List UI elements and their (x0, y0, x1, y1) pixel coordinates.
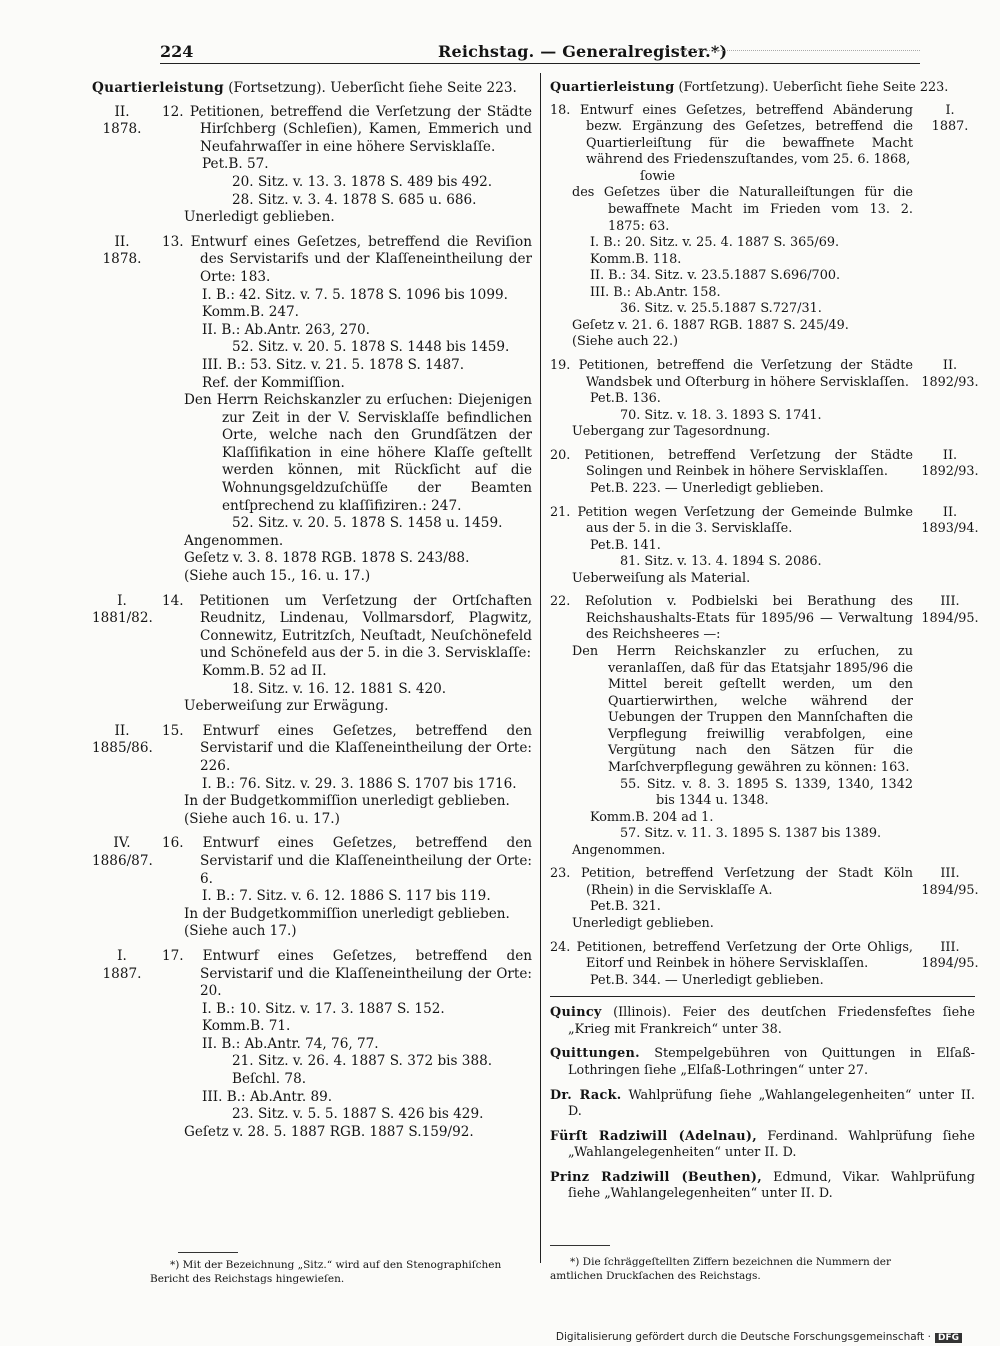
entry-line: Den Herrn Reichskanzler zu erſuchen: Diejenigen zur Zeit in der V. Servisklaſſe befindlichen Orte, welche nach den Grundſätzen der Klaſſifikation in eine höhere Klaſſe geſtellt werden können, mit Rückſicht auf die Wohnungsgeldzuſchüſſe der Beamten entſprechend zu klaſſifiziren.: 247. (184, 392, 532, 514)
register-entry (550, 939, 979, 990)
entry-line: II. B.: Ab.Antr. 263, 270. (202, 321, 370, 338)
entry-line: In der Budgetkommiſſion unerledigt geblieben. (184, 905, 510, 922)
page-number: 224 (160, 42, 194, 61)
session-line: 1887. (931, 119, 969, 135)
session-label (913, 594, 987, 627)
right-intro (550, 80, 975, 97)
entry-line: II. B.: 34. Sitz. v. 23.5.1887 S.696/700. (590, 268, 841, 284)
session-line: 1892/93. (921, 464, 979, 480)
entry-line: I. B.: 20. Sitz. v. 25. 4. 1887 S. 365/69. (590, 235, 840, 251)
entry-line: 52. Sitz. v. 20. 5. 1878 S. 1458 u. 1459. (232, 515, 503, 532)
entry-body (162, 234, 532, 586)
entry-body (550, 940, 913, 990)
keyword-entry (550, 1088, 975, 1121)
header-dots (680, 50, 920, 51)
entry-line: Pet.B. 344. — Unerledigt geblieben. (590, 972, 824, 988)
session-line: 1892/93. (921, 374, 979, 390)
entry-line: Komm.B. 247. (202, 304, 299, 321)
entry-heading: 14. Petitionen um Verſetzung der Ortſchaften Reudnitz, Lindenau, Vollmarsdorf, Plagwitz, Connewitz, Eutritzſch, Neuſtadt, Neuſchönefeld und Schönefeld aus der 5. in die 3. Servisklaſſe: (162, 592, 532, 662)
entry-line: Ref. der Kommiſſion. (202, 374, 345, 391)
entry-body (162, 723, 532, 829)
register-entry (92, 723, 532, 829)
entry-heading: 20. Petitionen, betreffend Verſetzung der Städte Solingen und Reinbek in höhere Servisklaſſen. (550, 447, 913, 480)
entry-heading: 13. Entwurf eines Geſetzes, betreffend die Reviſion des Servistarifs und der Klaſſeneintheilung der Orte: 183. (162, 233, 532, 285)
entry-heading: 17. Entwurf eines Geſetzes, betreffend den Servistarif und die Klaſſeneintheilung der Orte: 20. (162, 947, 532, 1000)
entry-line: Geſetz v. 28. 5. 1887 RGB. 1887 S.159/92. (184, 1123, 474, 1140)
entry-line: Uebergang zur Tagesordnung. (572, 424, 771, 440)
entry-line: 21. Sitz. v. 26. 4. 1887 S. 372 bis 388. (232, 1053, 493, 1070)
session-line: 1878. (102, 121, 142, 138)
entry-line: 52. Sitz. v. 20. 5. 1878 S. 1448 bis 1459. (232, 339, 510, 356)
session-label (92, 593, 152, 628)
entry-line: 70. Sitz. v. 18. 3. 1893 S. 1741. (620, 407, 822, 423)
session-line: 1887. (102, 965, 142, 982)
session-line: 1881/82. (92, 610, 153, 627)
entry-line: Pet.B. 321. (590, 899, 661, 915)
entry-body (162, 104, 532, 227)
register-entry (92, 234, 532, 586)
entry-heading: 12. Petitionen, betreffend die Verſetzung der Städte Hirſchberg (Schleſien), Kamen, Emmerich und Neufahrwaſſer in eine höhere Servisklaſſe. (162, 103, 532, 155)
session-line: 1885/86. (92, 740, 153, 757)
session-label (913, 103, 987, 136)
entry-line: Geſetz v. 3. 8. 1878 RGB. 1878 S. 243/88. (184, 550, 470, 567)
entry-line: Pet.B. 136. (590, 391, 661, 407)
entry-line: Den Herrn Reichskanzler zu erſuchen, zu veranlaſſen, daß für das Etatsjahr 1895/96 die Mittel bereit geſtellt werden, um den Quartierwirthen, welche während der Uebungen der Truppen den Mannſchaften die Verpflegung freiwillig verabfolgen, eine Vergütung nach den Sätzen für die Marſchverpflegung gewähren zu können: 163. (572, 644, 913, 775)
entry-line: Pet.B. 57. (202, 156, 269, 173)
entry-line: I. B.: 10. Sitz. v. 17. 3. 1887 S. 152. (202, 1000, 445, 1017)
entry-line: III. B.: 53. Sitz. v. 21. 5. 1878 S. 1487. (202, 356, 465, 373)
entry-line: III. B.: Ab.Antr. 89. (202, 1088, 333, 1105)
register-entry (92, 948, 532, 1142)
session-line: IV. (113, 835, 131, 852)
entry-line: Pet.B. 141. (590, 537, 661, 553)
footnote-rule-left (178, 1252, 238, 1253)
session-line: II. (942, 447, 958, 463)
entry-body (162, 835, 532, 941)
entry-line: Komm.B. 71. (202, 1018, 291, 1035)
session-label (913, 358, 987, 391)
keyword: Quincy (550, 1005, 602, 1021)
entry-line: Pet.B. 223. — Unerledigt geblieben. (590, 480, 824, 496)
entry-line: (Siehe auch 17.) (184, 923, 297, 940)
session-label (913, 866, 987, 899)
running-header (160, 36, 920, 64)
entry-body (550, 505, 913, 588)
entry-line: Angenommen. (184, 532, 284, 549)
session-label (92, 723, 152, 758)
session-line: II. (942, 504, 958, 520)
register-entry (550, 103, 975, 351)
column-divider (540, 73, 541, 1263)
entry-line: Ueberweiſung zur Erwägung. (184, 698, 389, 715)
keyword-text: (Illinois). Feier des deutſchen Friedensfeſtes ſiehe „Krieg mit Frankreich“ unter 38. (568, 1005, 975, 1037)
entry-body (550, 103, 913, 351)
entry-line: In der Budgetkommiſſion unerledigt geblieben. (184, 793, 510, 810)
register-entry (550, 447, 979, 498)
entry-line: 18. Sitz. v. 16. 12. 1881 S. 420. (232, 680, 447, 697)
session-line: III. (940, 866, 960, 882)
entry-body (550, 448, 913, 498)
intro-text: (Fortſetzung). Ueberſicht ſiehe Seite 223. (674, 80, 949, 95)
keyword: Fürſt Radziwill (Adelnau), (550, 1128, 757, 1144)
session-line: III. (940, 939, 960, 955)
intro-keyword: Quartierleistung (92, 80, 224, 96)
keyword-entry (550, 1046, 975, 1079)
entry-line: ſowie (640, 168, 676, 184)
session-line: 1878. (102, 251, 142, 268)
entry-line: III. B.: Ab.Antr. 158. (590, 284, 721, 300)
footnote-left: *) Mit der Bezeichnung „Sitz.“ wird auf den Stenographiſchen Bericht des Reichstags hingewieſen. (150, 1259, 502, 1285)
entry-line: Komm.B. 118. (590, 251, 682, 267)
entry-line: 20. Sitz. v. 13. 3. 1878 S. 489 bis 492. (232, 173, 493, 190)
keyword-text: Wahlprüfung ſiehe „Wahlangelegenheiten“ unter II. D. (568, 1087, 975, 1120)
session-line: I. (117, 592, 127, 609)
register-entry (92, 835, 532, 941)
entry-body (550, 866, 913, 932)
entry-line: II. B.: Ab.Antr. 74, 76, 77. (202, 1035, 379, 1052)
entry-line: 36. Sitz. v. 25.5.1887 S.727/31. (620, 301, 822, 317)
register-entry (92, 593, 532, 716)
keyword-text: Edmund, Vikar. Wahlprüfung ſiehe „Wahlangelegenheiten“ unter II. D. (568, 1169, 975, 1202)
entry-line: (Siehe auch 16. u. 17.) (184, 810, 340, 827)
keyword: Prinz Radziwill (Beuthen), (550, 1169, 762, 1185)
entry-line: Ueberweiſung als Material. (572, 570, 751, 586)
entry-line: 57. Sitz. v. 11. 3. 1895 S. 1387 bis 1389. (620, 826, 882, 842)
session-label (913, 505, 987, 538)
entry-heading: 18. Entwurf eines Geſetzes, betreffend Abänderung bezw. Ergänzung des Geſetzes, betreffend die Quartierleiſtung für die bewaffnete Macht während des Friedenszuſtandes, vom 25. 6. 1868, (550, 102, 913, 168)
session-line: 1894/95. (921, 882, 979, 898)
dfg-logo: DFG (935, 1333, 962, 1343)
header-rule (160, 63, 920, 64)
session-line: II. (114, 103, 130, 120)
entry-heading: 16. Entwurf eines Geſetzes, betreffend den Servistarif und die Klaſſeneintheilung der Orte: 6. (162, 835, 532, 887)
entry-body (162, 948, 532, 1142)
left-column (92, 80, 532, 1148)
keyword: Quittungen. (550, 1046, 640, 1062)
keyword-entry (550, 1005, 975, 1038)
session-line: II. (942, 358, 958, 373)
session-label (92, 835, 152, 870)
entry-line: 28. Sitz. v. 3. 4. 1878 S. 685 u. 686. (232, 191, 477, 208)
keyword-entry (550, 1170, 975, 1203)
entry-line: Komm.B. 204 ad 1. (590, 809, 714, 825)
entry-line: 23. Sitz. v. 5. 5. 1887 S. 426 bis 429. (232, 1106, 484, 1123)
session-label (92, 234, 152, 269)
entry-heading: 21. Petition wegen Verſetzung der Gemeinde Bulmke aus der 5. in die 3. Servisklaſſe. (550, 504, 913, 537)
intro-keyword: Quartierleistung (550, 80, 675, 95)
entry-line: (Siehe auch 22.) (572, 334, 678, 350)
session-line: II. (114, 722, 130, 739)
entry-line: des Geſetzes über die Naturalleiſtungen für die bewaffnete Macht im Frieden vom 13. 2. 1875: 63. (572, 185, 913, 234)
footnote-right: *) Die ſchräggeſtellten Ziffern bezeichnen die Nummern der amtlichen Druckſachen des Reichstags. (550, 1256, 892, 1282)
entry-heading: 15. Entwurf eines Geſetzes, betreffend den Servistarif und die Klaſſeneintheilung der Orte: 226. (162, 722, 532, 774)
entry-heading: 19. Petitionen, betreffend die Verſetzung der Städte Wandsbek und Oſterburg in höhere Servisklaſſen. (550, 358, 913, 390)
entry-line: Geſetz v. 21. 6. 1887 RGB. 1887 S. 245/49. (572, 317, 849, 333)
entry-line: Beſchl. 78. (232, 1071, 307, 1088)
session-line: I. (945, 102, 955, 118)
session-label (92, 948, 152, 983)
session-label (92, 104, 152, 139)
keyword: Dr. Rack. (550, 1087, 622, 1103)
footer (556, 1331, 962, 1343)
entry-line: 55. Sitz. v. 8. 3. 1895 S. 1339, 1340, 1342 bis 1344 u. 1348. (620, 776, 913, 809)
entry-heading: 22. Reſolution v. Podbielski bei Berathung des Reichshaushalts-Etats für 1895/96 — Verwaltung des Reichsheeres —: (550, 594, 913, 643)
session-label (913, 448, 987, 481)
session-line: II. (114, 233, 130, 250)
keyword-text: Stempelgebühren von Quittungen in Elſaß-Lothringen ſiehe „Elſaß-Lothringen“ unter 27. (568, 1046, 975, 1078)
register-entry (550, 358, 979, 441)
session-line: 1894/95. (921, 956, 979, 972)
right-column (550, 80, 979, 1211)
entry-line: Komm.B. 52 ad II. (202, 663, 327, 679)
session-line: 1893/94. (921, 521, 979, 537)
entry-line: (Siehe auch 15., 16. u. 17.) (184, 568, 371, 585)
footnote-rule-right (550, 1245, 610, 1246)
entry-line: Unerledigt geblieben. (184, 209, 335, 226)
entry-line: I. B.: 42. Sitz. v. 7. 5. 1878 S. 1096 bis 1099. (202, 286, 508, 303)
entry-body (550, 594, 913, 859)
section-rule (550, 996, 975, 997)
register-entry (92, 104, 532, 227)
keyword-entry (550, 1129, 975, 1162)
entry-line: Unerledigt geblieben. (572, 916, 714, 931)
register-entry (550, 866, 979, 932)
session-line: 1894/95. (921, 610, 979, 626)
footer-text: Digitalisierung gefördert durch die Deutsche Forschungsgemeinschaft · (555, 1331, 931, 1343)
entry-line: I. B.: 76. Sitz. v. 29. 3. 1886 S. 1707 bis 1716. (202, 775, 517, 792)
entry-line: I. B.: 7. Sitz. v. 6. 12. 1886 S. 117 bis 119. (202, 888, 491, 905)
keyword-text: Ferdinand. Wahlprüfung ſiehe „Wahlangelegenheiten“ unter II. D. (568, 1128, 975, 1161)
entry-heading: 24. Petitionen, betreffend Verſetzung der Orte Ohligs, Eitorf und Reinbek in höhere Servisklaſſen. (550, 939, 913, 972)
session-line: 1886/87. (92, 852, 153, 869)
page-title: Reichstag. — Generalregister.*) (438, 42, 728, 61)
register-entry (550, 504, 979, 588)
register-entry (550, 594, 979, 859)
entry-body (162, 593, 532, 716)
entry-heading: 23. Petition, betreffend Verſetzung der Stadt Köln (Rhein) in die Servisklaſſe A. (550, 866, 913, 898)
entry-line: Angenommen. (572, 842, 666, 858)
left-intro (92, 80, 532, 98)
intro-text: (Fortsetzung). Ueberſicht ſiehe Seite 223. (223, 80, 517, 96)
session-line: III. (940, 594, 960, 610)
session-line: I. (117, 947, 127, 964)
entry-line: 81. Sitz. v. 13. 4. 1894 S. 2086. (620, 554, 822, 570)
session-label (913, 940, 987, 973)
entry-body (550, 358, 913, 441)
